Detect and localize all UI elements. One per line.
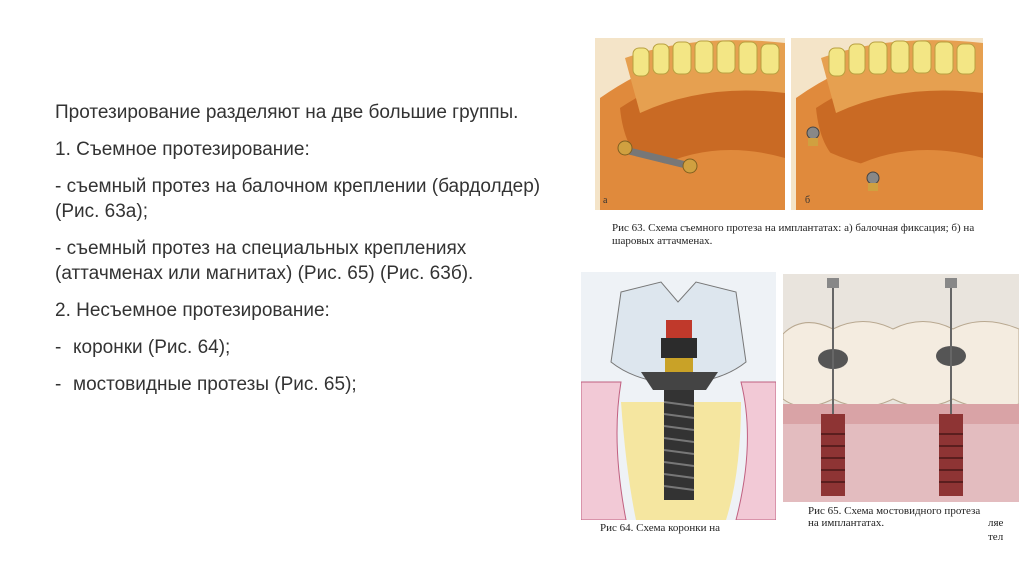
figure-64-image: [581, 272, 776, 520]
cut-text-line: тел: [988, 531, 1004, 543]
figure-65-caption: Рис 65. Схема мостовидного протеза на имплантатах.: [808, 505, 981, 529]
cut-text-line: ляе: [988, 517, 1004, 529]
figure-63a-panel: [595, 38, 785, 210]
group1-title: 1. Съемное протезирование:: [55, 139, 310, 160]
group2-item-crowns: [55, 335, 575, 360]
figure-63a-letter: а: [603, 195, 608, 206]
group2-item-text: коронки (Рис. 64);: [73, 337, 231, 358]
figure-63b-panel: [791, 38, 983, 210]
group2-item-text: мостовидные протезы (Рис. 65);: [73, 374, 357, 395]
figure-63-caption: Рис 63. Схема съемного протеза на имплантатах: а) балочная фиксация; б) на шаровых аттачменах.: [612, 222, 975, 247]
group2-item-bridges: [55, 372, 575, 397]
intro-paragraph: Протезирование разделяют на две большие группы.: [55, 102, 519, 123]
figure-63-image: [595, 38, 983, 210]
figure-65-cut-text: [988, 516, 1024, 544]
figure-64-caption: Рис 64. Схема коронки на: [600, 522, 721, 534]
group1-item-bar: - съемный протез на балочном креплении (бардолдер) (Рис. 63а);: [55, 176, 541, 222]
bullet-dash: -: [55, 337, 62, 358]
bullet-dash: -: [55, 374, 62, 395]
slide-text: [55, 100, 575, 409]
group1-item-attachments: - съемный протез на специальных креплениях (аттачменах или магнитах) (Рис. 65) (Рис. 63б).: [55, 238, 474, 284]
group2-title: 2. Несъемное протезирование:: [55, 300, 330, 321]
figure-65-image: [783, 274, 1019, 502]
figure-63b-letter: б: [805, 195, 811, 206]
